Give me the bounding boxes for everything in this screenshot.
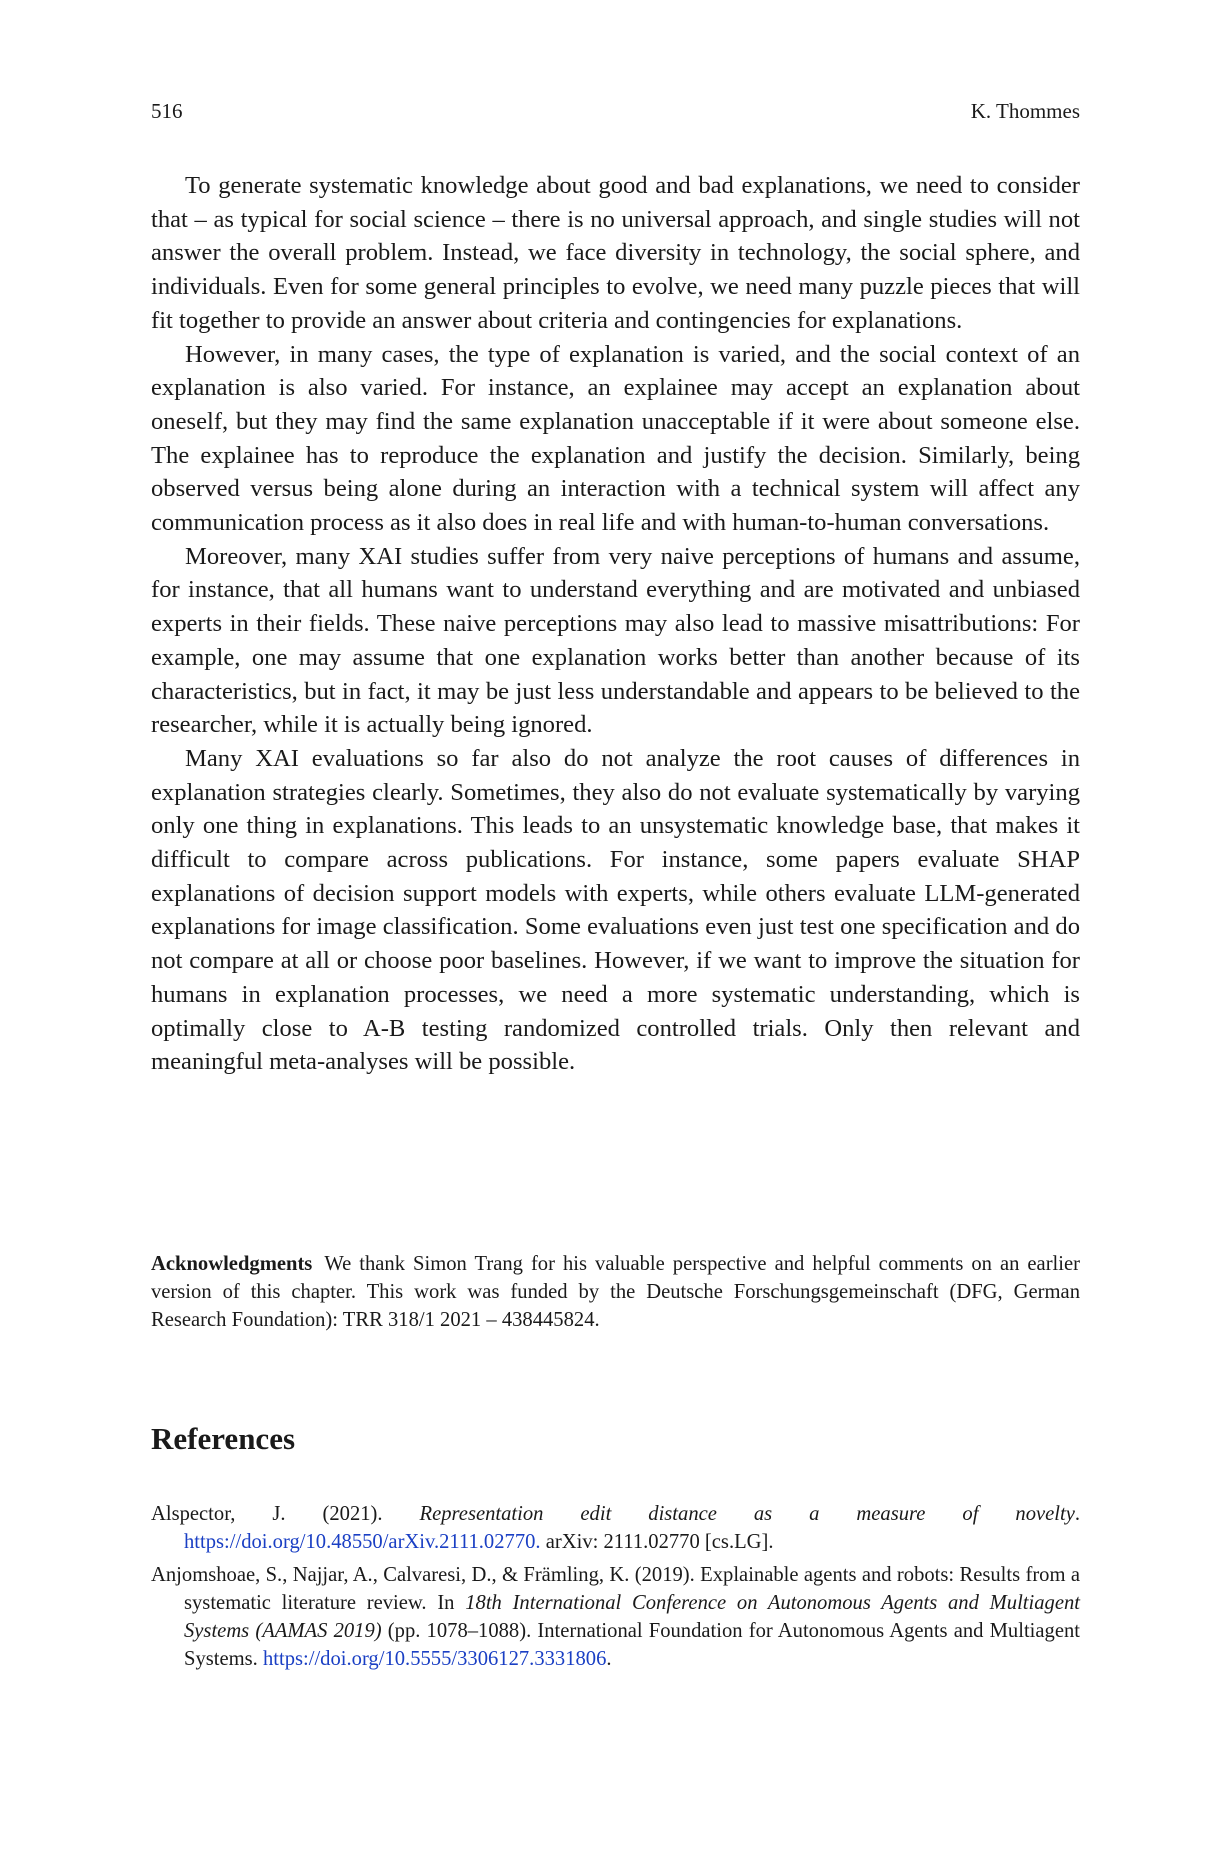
references-heading: References bbox=[151, 1421, 296, 1456]
ref-authors-year: Alspector, J. (2021). bbox=[151, 1503, 420, 1525]
ref-mid: Explainable agents and robots: Results from a systematic literature review. In bbox=[184, 1564, 1080, 1614]
acknowledgments bbox=[151, 1250, 1080, 1334]
ref-title: Representation edit distance as a measure of novelty bbox=[419, 1503, 1075, 1525]
ref-tail: . bbox=[606, 1648, 612, 1670]
acknowledgments-heading: Acknowledgments bbox=[151, 1253, 313, 1275]
page-number: 516 bbox=[151, 99, 183, 123]
body-text bbox=[151, 169, 1080, 1079]
ref-doi-link[interactable]: https://doi.org/10.48550/arXiv.2111.02770. bbox=[184, 1531, 541, 1553]
paragraph: Many XAI evaluations so far also do not analyze the root causes of differences in explanation strategies clearly. Sometimes, they also do not evaluate systematically by varying only one thing in explanations. This leads to an unsystematic knowledge base, that makes it difficult to compare across publications. For instance, some papers evaluate SHAP explanations of decision support models with experts, while others evaluate LLM-generated explanations for image classification. Some evaluations even just test one specification and do not compare at all or choose poor baselines. However, if we want to improve the situation for humans in explanation processes, we need a more systematic understanding, which is optimally close to A-B testing randomized controlled trials. Only then relevant and meaningful meta-analyses will be possible. bbox=[151, 744, 1080, 1076]
ref-venue: 18th International Conference on Autonomous Agents and Multiagent Systems (AAMAS 2019) bbox=[184, 1592, 1080, 1642]
paragraph: However, in many cases, the type of explanation is varied, and the social context of an explanation is also varied. For instance, an explainee may accept an explanation about oneself, but they may find the same explanation unacceptable if it were about someone else. The explainee has to reproduce the explanation and justify the decision. Similarly, being observed versus being alone during an interaction with a technical system will affect any communication process as it also does in real life and with human-to-human conversations. bbox=[151, 340, 1080, 537]
reference-item bbox=[151, 1500, 1080, 1556]
ref-authors-year: Anjomshoae, S., Najjar, A., Calvaresi, D., & Främling, K. (2019). bbox=[151, 1564, 701, 1586]
ref-doi-link[interactable]: https://doi.org/10.5555/3306127.3331806 bbox=[262, 1648, 607, 1670]
paragraph: To generate systematic knowledge about good and bad explanations, we need to consider that – as typical for social science – there is no universal approach, and single studies will not answer the overall problem. Instead, we face diversity in technology, the social sphere, and individuals. Even for some general principles to evolve, we need many puzzle pieces that will fit together to provide an answer about criteria and contingencies for explanations. bbox=[151, 172, 1080, 334]
acknowledgments-text: We thank Simon Trang for his valuable perspective and helpful comments on an earlier version of this chapter. This work was funded by the Deutsche Forschungsgemeinschaft (DFG, German Research Foundation): TRR 318/1 2021 – 438445824. bbox=[151, 1253, 1080, 1331]
ref-after-venue: (pp. 1078–1088). International Foundation for Autonomous Agents and Multiagent Systems. bbox=[184, 1620, 1080, 1670]
ref-mid: . bbox=[1074, 1503, 1081, 1525]
paragraph: Moreover, many XAI studies suffer from very naive perceptions of humans and assume, for instance, that all humans want to understand everything and are motivated and unbiased experts in their fields. These naive perceptions may also lead to massive misattributions: For example, one may assume that one explanation works better than another because of its characteristics, but in fact, it may be just less understandable and appears to be believed to the researcher, while it is actually being ignored. bbox=[151, 542, 1080, 739]
reference-item bbox=[151, 1561, 1080, 1673]
running-head: K. Thommes bbox=[970, 99, 1080, 123]
reference-list bbox=[151, 1500, 1080, 1678]
ref-tail: arXiv: 2111.02770 [cs.LG]. bbox=[540, 1531, 774, 1553]
